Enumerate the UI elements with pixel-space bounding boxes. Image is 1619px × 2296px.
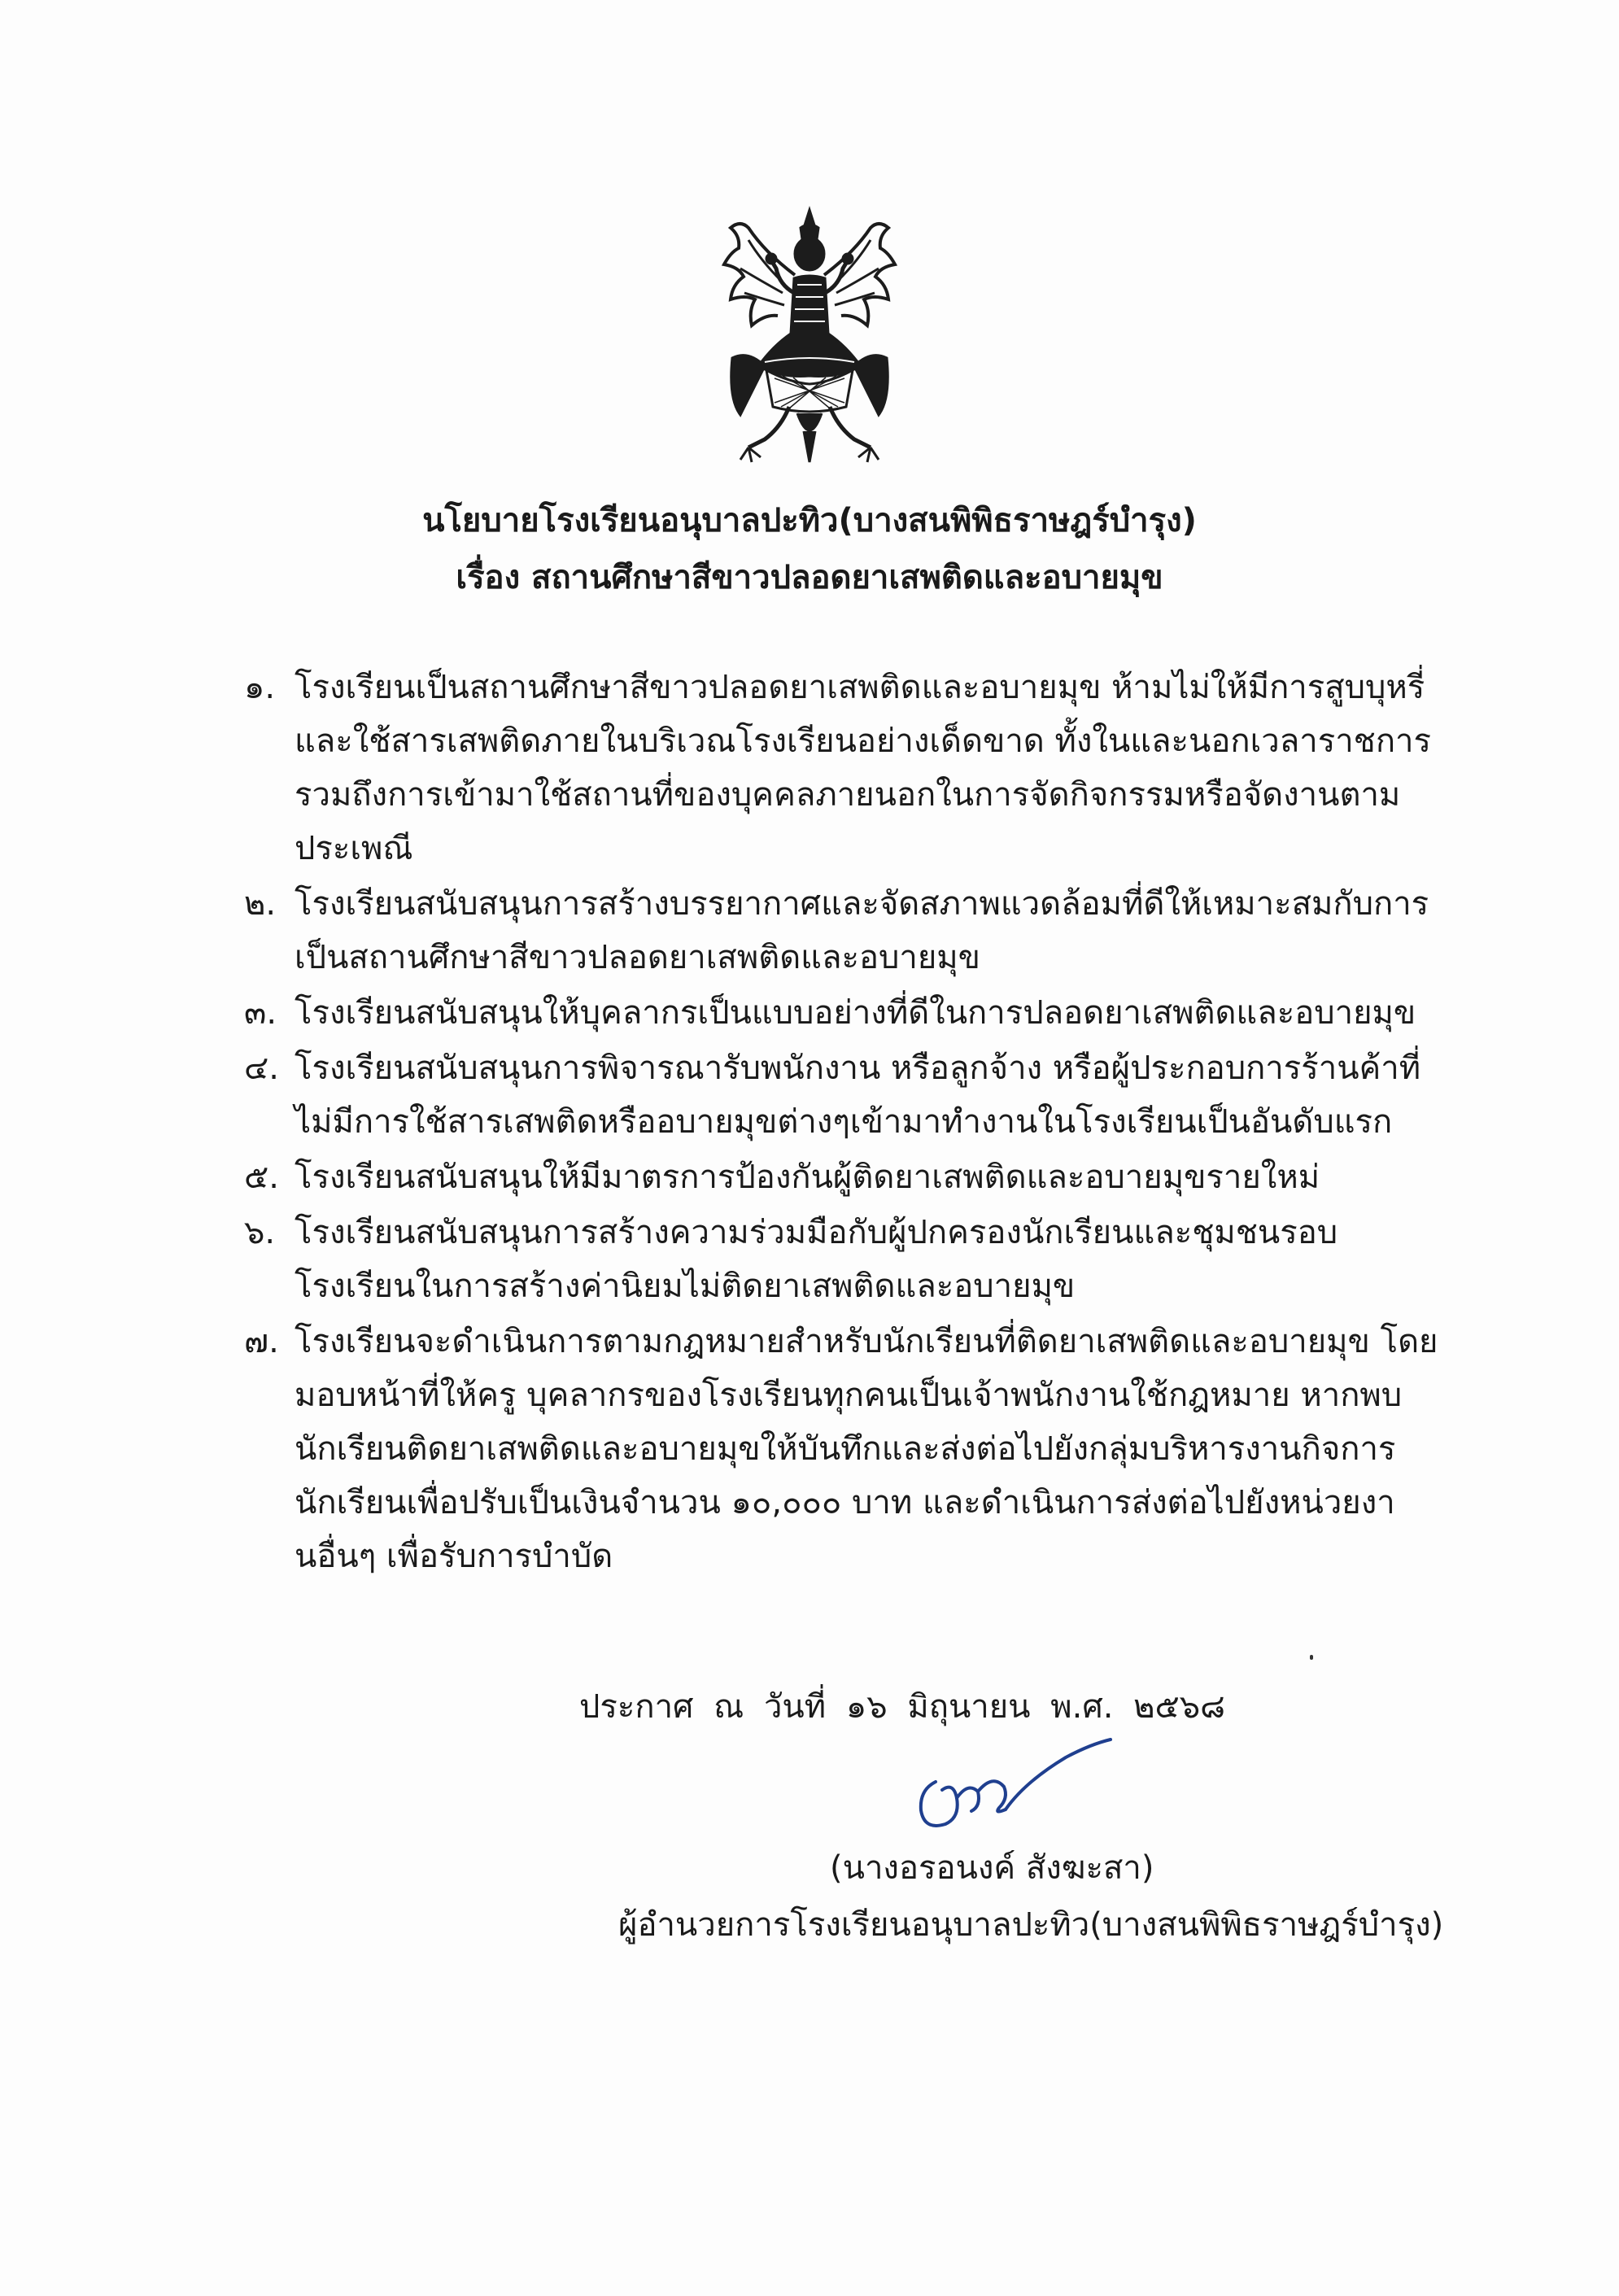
policy-list — [244, 661, 1440, 1585]
document-subject: เรื่อง สถานศึกษาสีขาวปลอดยาเสพติดและอบายมุข — [456, 559, 1163, 596]
policy-item-number: ๒. — [244, 885, 277, 923]
policy-item-6 — [244, 1206, 1440, 1313]
policy-item-text: โรงเรียนเป็นสถานศึกษาสีขาวปลอดยาเสพติดและอบายมุข ห้ามไม่ให้มีการสูบบุหรี่และใช้สารเสพติดภายในบริเวณโรงเรียนอย่างเด็ดขาด ทั้งในและนอกเวลาราชการ รวมถึงการเข้ามาใช้สถานที่ของบุคคลภายนอกในการจัดกิจกรรมหรือจัดงานตามประเพณี — [295, 669, 1431, 867]
signer-name: (นางอรอนงค์ สังฆะสา) — [830, 1849, 1154, 1887]
policy-item-text: โรงเรียนสนับสนุนการสร้างบรรยากาศและจัดสภาพแวดล้อมที่ดีให้เหมาะสมกับการเป็นสถานศึกษาสีขาวปลอดยาเสพติดและอบายมุข — [295, 885, 1429, 976]
document-title: นโยบายโรงเรียนอนุบาลปะทิว(บางสนพิพิธราษฎร์บำรุง) — [422, 502, 1197, 539]
policy-item-4 — [244, 1041, 1440, 1149]
policy-item-7 — [244, 1315, 1440, 1583]
policy-item-number: ๑. — [244, 669, 276, 706]
policy-item-text: โรงเรียนสนับสนุนให้บุคลากรเป็นแบบอย่างที่ดีในการปลอดยาเสพติดและอบายมุข — [295, 994, 1416, 1032]
policy-item-2 — [244, 877, 1440, 984]
policy-item-text: โรงเรียนจะดำเนินการตามกฎหมายสำหรับนักเรียนที่ติดยาเสพติดและอบายมุข โดยมอบหน้าที่ให้ครู บุคลากรของโรงเรียนทุกคนเป็นเจ้าพนักงานใช้กฎหมาย หากพบนักเรียนติดยาเสพติดและอบายมุขให้บันทึกและส่งต่อไปยังกลุ่มบริหารงานกิจการนักเรียนเพื่อปรับเป็นเงินจำนวน ๑๐,๐๐๐ บาท และดำเนินการส่งต่อไปยังหน่วยงานอื่นๆ เพื่อรับการบำบัด — [295, 1323, 1438, 1575]
policy-item-3 — [244, 986, 1440, 1040]
policy-item-number: ๓. — [244, 994, 277, 1032]
signer-position: ผู้อำนวยการโรงเรียนอนุบาลปะทิว(บางสนพิพิธราษฎร์บำรุง) — [618, 1906, 1444, 1944]
paper-speck — [1310, 1655, 1313, 1660]
policy-item-1 — [244, 661, 1440, 875]
garuda-emblem-icon — [716, 203, 903, 472]
policy-item-number: ๖. — [244, 1214, 276, 1251]
policy-item-number: ๔. — [244, 1050, 279, 1087]
policy-item-5 — [244, 1150, 1440, 1204]
policy-item-number: ๗. — [244, 1323, 279, 1360]
policy-item-text: โรงเรียนสนับสนุนการสร้างความร่วมมือกับผู้ปกครองนักเรียนและชุมชนรอบโรงเรียนในการสร้างค่านิยมไม่ติดยาเสพติดและอบายมุข — [295, 1214, 1338, 1305]
policy-item-text: โรงเรียนสนับสนุนการพิจารณารับพนักงาน หรือลูกจ้าง หรือผู้ประกอบการร้านค้าที่ไม่มีการใช้สารเสพติดหรืออบายมุขต่างๆเข้ามาทำงานในโรงเรียนเป็นอันดับแรก — [295, 1050, 1421, 1141]
announcement-date: ประกาศ ณ วันที่ ๑๖ มิถุนายน พ.ศ. ๒๕๖๘ — [579, 1688, 1226, 1726]
policy-item-text: โรงเรียนสนับสนุนให้มีมาตรการป้องกันผู้ติดยาเสพติดและอบายมุขรายใหม่ — [295, 1159, 1320, 1196]
policy-item-number: ๕. — [244, 1159, 279, 1196]
handwritten-signature-icon — [903, 1733, 1115, 1839]
